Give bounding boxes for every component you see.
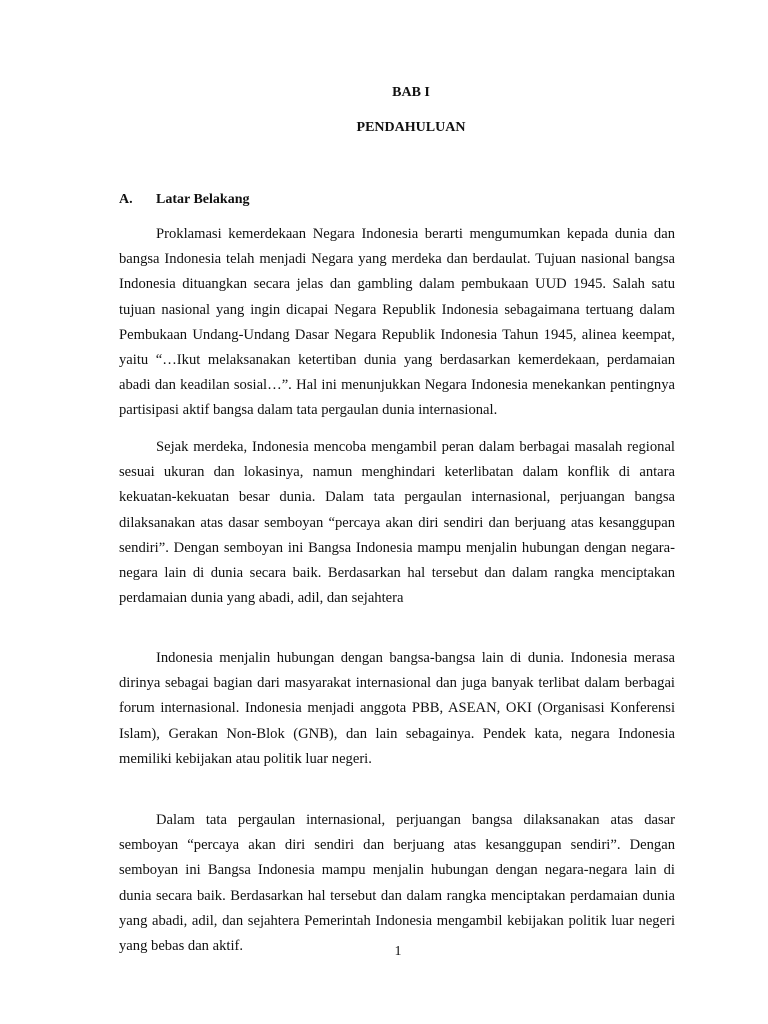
chapter-number: BAB I <box>392 85 430 100</box>
section-letter: A. <box>119 192 133 207</box>
paragraph-4: Dalam tata pergaulan internasional, perjuangan bangsa dilaksanakan atas dasar semboyan “percaya akan diri sendiri dan berjuang atas kesanggupan sendiri”. Dengan semboyan ini Bangsa Indonesia mampu menjalin hubungan dengan negara-negara lain di dunia secara baik. Berdasarkan hal tersebut dan dalam rangka menciptakan perdamaian dunia yang abadi, adil, dan sejahtera Pemerintah Indonesia mengambil kebijakan politik luar negeri yang bebas dan aktif. <box>119 812 675 955</box>
paragraph-2: Sejak merdeka, Indonesia mencoba mengambil peran dalam berbagai masalah regional sesuai ukuran dan lokasinya, namun menghindari keterlibatan dalam konflik di antara kekuatan-kekuatan besar dunia. Dalam tata pergaulan internasional, perjuangan bangsa dilaksanakan atas dasar semboyan “percaya akan diri sendiri dan berjuang atas kesanggupan sendiri”. Dengan semboyan ini Bangsa Indonesia mampu menjalin hubungan dengan negara-negara lain di dunia secara baik. Berdasarkan hal tersebut dan dalam rangka menciptakan perdamaian dunia yang abadi, adil, dan sejahtera <box>119 439 675 607</box>
paragraph-1: Proklamasi kemerdekaan Negara Indonesia berarti mengumumkan kepada dunia dan bangsa Indonesia telah menjadi Negara yang merdeka dan berdaulat. Tujuan nasional bangsa Indonesia dituangkan secara jelas dan gambling dalam pembukaan UUD 1945. Salah satu tujuan nasional yang ingin dicapai Negara Republik Indonesia sebagaimana tertuang dalam Pembukaan Undang-Undang Dasar Negara Republik Indonesia Tahun 1945, alinea keempat, yaitu “…Ikut melaksanakan ketertiban dunia yang berdasarkan kemerdekaan, perdamaian abadi dan keadilan sosial…”. Hal ini menunjukkan Negara Indonesia menekankan pentingnya partisipasi aktif bangsa dalam tata pergaulan dunia internasional. <box>119 226 675 419</box>
page-number: 1 <box>394 944 402 959</box>
chapter-title: PENDAHULUAN <box>356 120 466 135</box>
section-title: Latar Belakang <box>156 192 250 207</box>
paragraph-3: Indonesia menjalin hubungan dengan bangsa-bangsa lain di dunia. Indonesia merasa dirinya sebagai bagian dari masyarakat internasional dan juga banyak terlibat dalam berbagai forum internasional. Indonesia menjadi anggota PBB, ASEAN, OKI (Organisasi Konferensi Islam), Gerakan Non-Blok (GNB), dan lain sebagainya. Pendek kata, negara Indonesia memiliki kebijakan atau politik luar negeri. <box>119 650 675 767</box>
section-heading <box>119 192 249 208</box>
